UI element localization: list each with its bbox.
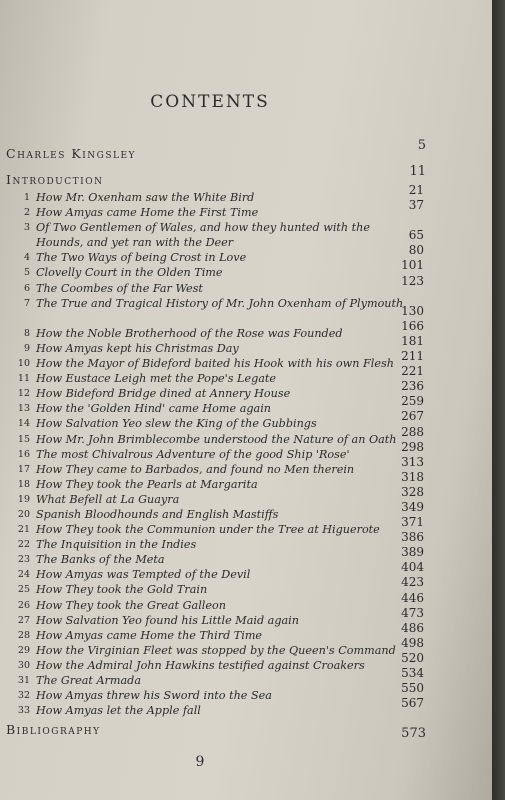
- chapter-number: 32: [17, 690, 30, 702]
- chapter-number: 17: [17, 463, 30, 475]
- chapter-number: 5: [23, 267, 30, 279]
- chapter-page: 520: [401, 650, 424, 665]
- chapter-number: 14: [17, 418, 30, 430]
- contents-heading: CONTENTS: [150, 92, 270, 112]
- chapter-page: 236: [401, 379, 424, 394]
- entry-label: Introduction: [6, 172, 104, 187]
- chapter-page: 446: [401, 590, 424, 605]
- chapter-number: 30: [17, 659, 30, 671]
- chapter-page: 166: [401, 318, 424, 333]
- chapter-entry: [14, 666, 424, 688]
- chapter-entry: [14, 681, 424, 703]
- page-edge: [492, 0, 505, 800]
- chapter-list: [14, 183, 424, 718]
- chapter-title: How Salvation Yeo slew the King of the Gubbings: [36, 417, 317, 431]
- chapter-page: 80: [408, 243, 424, 258]
- chapter-title: The True and Tragical History of Mr. John Oxenham of Plymouth: [36, 296, 404, 310]
- chapter-number: 18: [17, 478, 30, 490]
- chapter-page: 37: [408, 198, 424, 213]
- entry-page: 5: [417, 138, 426, 153]
- chapter-entry: [14, 296, 424, 326]
- chapter-page: 550: [401, 681, 424, 696]
- chapter-page: 313: [401, 454, 424, 469]
- chapter-title: The most Chivalrous Adventure of the good Ship 'Rose': [36, 447, 350, 461]
- chapter-page: 567: [401, 696, 424, 711]
- chapter-page: 404: [401, 560, 424, 575]
- chapter-title: How They came to Barbados, and found no Men therein: [36, 462, 355, 476]
- chapter-number: 13: [17, 403, 30, 415]
- chapter-page: 473: [401, 605, 424, 620]
- chapter-number: 29: [17, 644, 30, 656]
- chapter-number: 24: [17, 569, 30, 581]
- chapter-title: The Two Ways of being Crost in Love: [36, 251, 247, 265]
- chapter-title: Clovelly Court in the Olden Time: [36, 266, 223, 280]
- chapter-number: 1: [23, 192, 30, 203]
- chapter-number: 16: [17, 448, 30, 460]
- chapter-number: 19: [17, 493, 30, 505]
- chapter-number: 6: [23, 282, 30, 294]
- chapter-page: 123: [401, 273, 424, 288]
- chapter-number: 4: [23, 252, 30, 264]
- chapter-number: 9: [23, 342, 30, 354]
- chapter-title: The Inquisition in the Indies: [36, 538, 197, 552]
- chapter-title: How the Virginian Fleet was stopped by the Queen's Command: [36, 643, 396, 657]
- chapter-page: 486: [401, 620, 424, 635]
- entry-page: 573: [401, 726, 426, 741]
- chapter-title: How the Noble Brotherhood of the Rose was Founded: [36, 326, 343, 340]
- chapter-title: How Amyas kept his Christmas Day: [36, 341, 239, 355]
- front-matter-entry-author: [6, 138, 426, 162]
- chapter-number: 31: [17, 675, 30, 686]
- chapter-page: 130: [401, 303, 424, 318]
- chapter-number: 23: [17, 554, 30, 566]
- chapter-number: 33: [17, 705, 30, 717]
- back-matter-entry-bibliography: [6, 722, 426, 741]
- chapter-page: 349: [401, 499, 424, 514]
- chapter-page: 498: [401, 635, 424, 650]
- chapter-title: The Great Armada: [36, 674, 142, 687]
- chapter-number: 3: [23, 222, 30, 234]
- chapter-page: 386: [401, 530, 424, 545]
- chapter-title: How Amyas was Tempted of the Devil: [36, 568, 251, 582]
- chapter-number: 22: [17, 539, 30, 551]
- chapter-title: How the Mayor of Bideford baited his Hook with his own Flesh: [36, 357, 394, 371]
- chapter-page: 21: [408, 183, 424, 197]
- chapter-page: 221: [401, 364, 424, 379]
- chapter-entry: [14, 183, 424, 205]
- chapter-number: 15: [17, 433, 30, 445]
- chapter-title: Spanish Bloodhounds and English Mastiffs: [36, 507, 279, 521]
- chapter-page: 389: [401, 545, 424, 560]
- chapter-title: How the Admiral John Hawkins testified against Croakers: [36, 658, 365, 672]
- chapter-title: How They took the Communion under the Tree at Higuerote: [36, 523, 380, 537]
- chapter-number: 11: [17, 373, 30, 385]
- front-matter-entry-introduction: [6, 164, 426, 188]
- chapter-title: The Coombes of the Far West: [36, 281, 203, 295]
- chapter-number: 7: [23, 297, 30, 309]
- chapter-number: 10: [17, 358, 30, 370]
- chapter-number: 20: [17, 508, 30, 520]
- chapter-title: How Mr. John Brimblecombe understood the Nature of an Oath: [36, 432, 397, 446]
- chapter-title: Of Two Gentlemen of Wales, and how they hunted with the Hounds, and yet ran with the Deer: [36, 221, 370, 250]
- chapter-entry: [14, 349, 424, 371]
- chapter-title: How Amyas came Home the First Time: [36, 206, 259, 220]
- chapter-page: 288: [401, 424, 424, 439]
- entry-label: Bibliography: [6, 722, 101, 737]
- chapter-page: 318: [401, 469, 424, 484]
- chapter-title: How Bideford Bridge dined at Annery House: [36, 387, 291, 401]
- chapter-number: 25: [17, 584, 30, 596]
- chapter-entry: [14, 198, 424, 220]
- chapter-page: 259: [401, 394, 424, 409]
- chapter-number: 2: [23, 207, 30, 219]
- chapter-page: 181: [401, 333, 424, 348]
- entry-label: Charles Kingsley: [6, 146, 136, 161]
- chapter-page: 211: [401, 349, 424, 364]
- chapter-title: How Eustace Leigh met the Pope's Legate: [36, 372, 277, 386]
- chapter-page: 423: [401, 575, 424, 590]
- chapter-page: 298: [401, 439, 424, 454]
- chapter-page: 65: [408, 228, 424, 243]
- chapter-title: How They took the Gold Train: [36, 583, 208, 597]
- chapter-title: How Amyas let the Apple fall: [36, 704, 201, 718]
- chapter-page: 534: [401, 666, 424, 680]
- chapter-entry: [14, 515, 424, 537]
- chapter-entry: [14, 220, 424, 250]
- chapter-number: 21: [17, 524, 30, 536]
- chapter-title: How They took the Great Galleon: [36, 598, 226, 612]
- page-number: 9: [195, 754, 205, 770]
- chapter-page: 267: [401, 409, 424, 424]
- chapter-entry: [14, 318, 424, 341]
- chapter-title: How They took the Pearls at Margarita: [36, 477, 258, 491]
- chapter-number: 27: [17, 614, 30, 626]
- chapter-number: 8: [23, 327, 30, 339]
- chapter-number: 28: [17, 629, 30, 641]
- chapter-title: What Befell at La Guayra: [36, 492, 180, 506]
- chapter-title: The Banks of the Meta: [36, 553, 165, 567]
- chapter-page: 371: [401, 515, 424, 530]
- chapter-number: 12: [17, 388, 30, 400]
- chapter-title: How Amyas came Home the Third Time: [36, 628, 263, 642]
- chapter-title: How Amyas threw his Sword into the Sea: [36, 689, 272, 703]
- chapter-number: 26: [17, 599, 30, 611]
- chapter-title: How Salvation Yeo found his Little Maid again: [36, 613, 299, 627]
- chapter-page: 101: [401, 258, 424, 273]
- chapter-entry: [14, 243, 424, 265]
- entry-page: 11: [409, 164, 426, 179]
- chapter-title: How the 'Golden Hind' came Home again: [36, 402, 271, 416]
- chapter-title: How Mr. Oxenham saw the White Bird: [36, 191, 255, 204]
- chapter-page: 328: [401, 484, 424, 499]
